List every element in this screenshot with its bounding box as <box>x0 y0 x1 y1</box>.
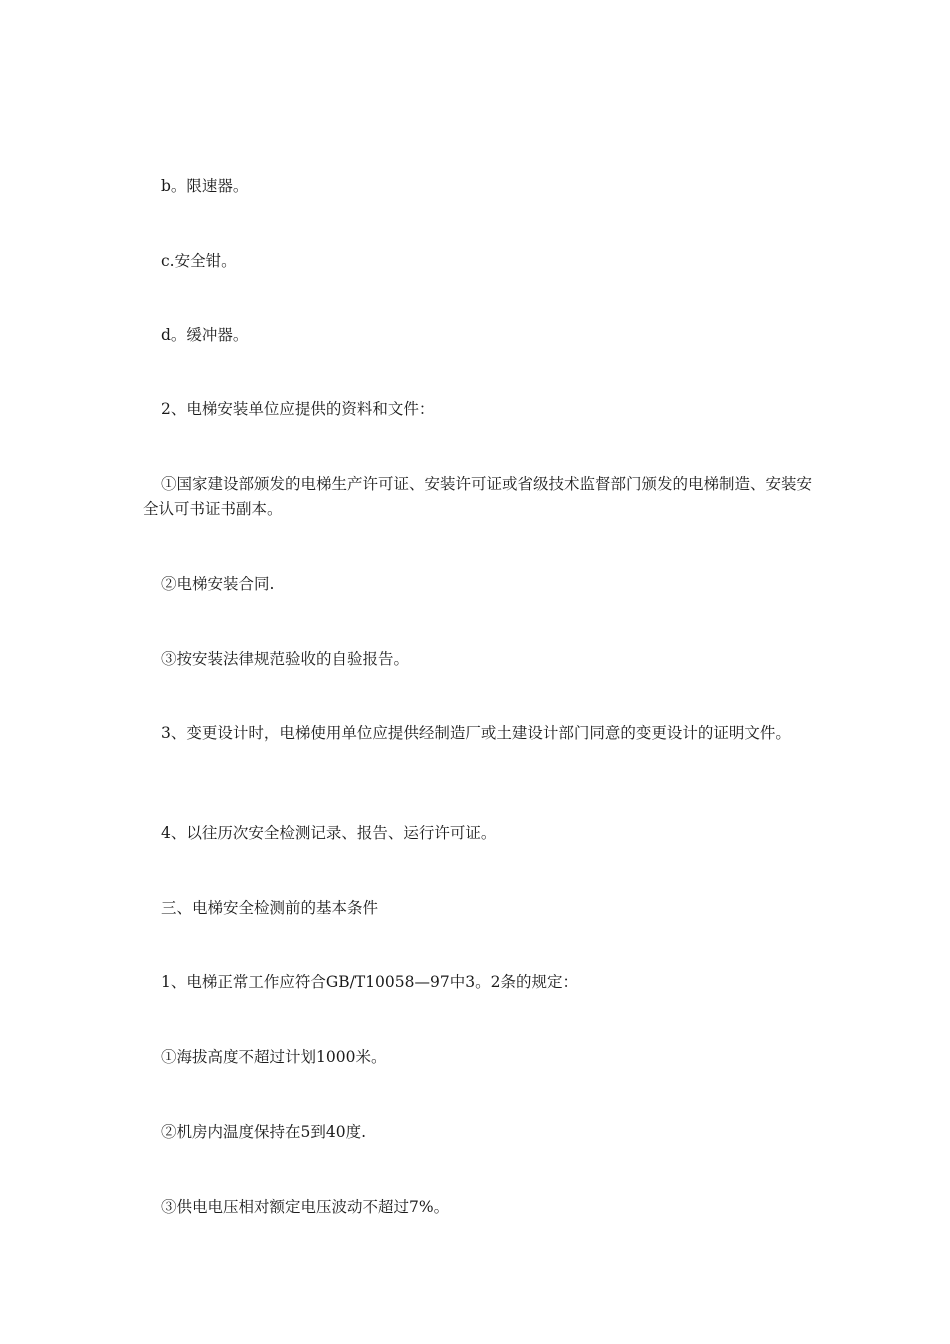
list-item-speed-governor: b。限速器。 <box>161 177 249 195</box>
section-design-change: 3、变更设计时，电梯使用单位应提供经制造厂或土建设计部门同意的变更设计的证明文件。 <box>161 724 791 742</box>
list-item-voltage: ③供电电压相对额定电压波动不超过7%。 <box>161 1198 450 1216</box>
list-item-temperature: ②机房内温度保持在5到40度. <box>161 1123 367 1141</box>
list-item-safety-gear: c.安全钳。 <box>161 252 237 270</box>
section-working-conditions: 1、电梯正常工作应符合GB/T10058—97中3。2条的规定： <box>161 973 578 991</box>
list-item-altitude: ①海拔高度不超过计划1000米。 <box>161 1048 387 1066</box>
section-past-records: 4、以往历次安全检测记录、报告、运行许可证。 <box>161 824 497 842</box>
list-item-install-contract: ②电梯安装合同. <box>161 575 275 593</box>
list-item-self-inspection-report: ③按安装法律规范验收的自验报告。 <box>161 650 410 668</box>
heading-basic-conditions: 三、电梯安全检测前的基本条件 <box>161 899 379 917</box>
list-item-buffer: d。缓冲器。 <box>161 326 249 344</box>
list-item-licenses: ①国家建设部颁发的电梯生产许可证、安装许可证或省级技术监督部门颁发的电梯制造、安装安全认可书证书副本。 <box>143 475 813 518</box>
section-install-documents: 2、电梯安装单位应提供的资料和文件： <box>161 400 435 418</box>
